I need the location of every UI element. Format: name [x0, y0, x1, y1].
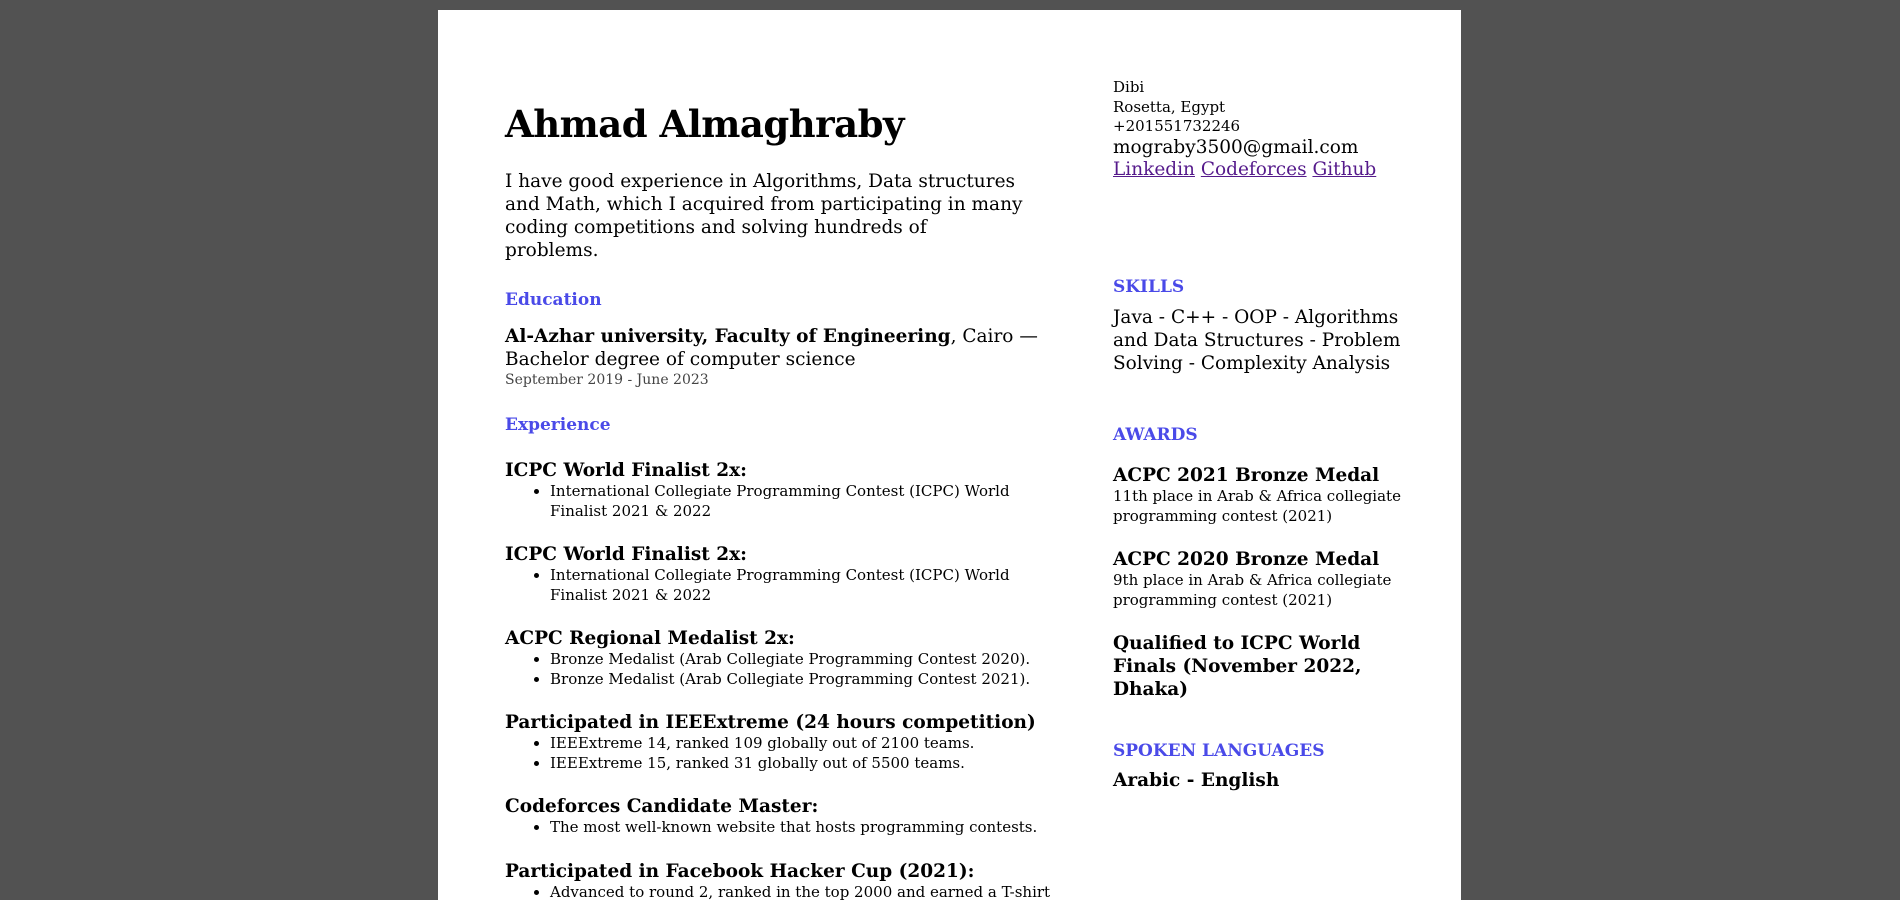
contact-phone: +201551732246	[1113, 117, 1241, 135]
award-desc: 11th place in Arab & Africa collegiate programming contest (2021)	[1113, 487, 1401, 525]
github-link[interactable]: Github	[1312, 158, 1377, 180]
experience-title: ICPC World Finalist 2x:	[505, 544, 747, 565]
education-heading: Education	[505, 290, 602, 310]
experience-bullets	[505, 566, 1065, 605]
experience-item	[505, 459, 1065, 521]
experience-bullet: • International Collegiate Programming Contest (ICPC) World Finalist 2021 & 2022	[550, 482, 1065, 521]
education-entry	[505, 325, 1065, 388]
experience-bullets	[505, 883, 1065, 900]
contact-block	[1113, 78, 1413, 181]
education-dates: September 2019 - June 2023	[505, 372, 709, 388]
contact-email: mograby3500@gmail.com	[1113, 136, 1359, 158]
experience-item	[505, 860, 1065, 900]
experience-title: ICPC World Finalist 2x:	[505, 460, 747, 481]
experience-bullet: • IEEExtreme 15, ranked 31 globally out of 5500 teams.	[550, 754, 1065, 774]
award-title: ACPC 2020 Bronze Medal	[1113, 549, 1380, 570]
experience-bullet: • International Collegiate Programming Contest (ICPC) World Finalist 2021 & 2022	[550, 566, 1065, 605]
award-item	[1113, 632, 1413, 701]
experience-bullets	[505, 482, 1065, 521]
experience-bullet: • Bronze Medalist (Arab Collegiate Programming Contest 2020).	[550, 650, 1065, 670]
award-title: ACPC 2021 Bronze Medal	[1113, 465, 1380, 486]
awards-heading: AWARDS	[1113, 425, 1198, 445]
languages-text: Arabic - English	[1113, 770, 1280, 791]
experience-item	[505, 627, 1065, 689]
education-details: , Cairo — Bachelor degree of computer science	[505, 326, 1038, 370]
experience-item	[505, 543, 1065, 605]
education-school: Al-Azhar university, Faculty of Engineering	[505, 326, 951, 347]
contact-links	[1113, 159, 1413, 181]
award-desc: 9th place in Arab & Africa collegiate programming contest (2021)	[1113, 571, 1392, 609]
resume-page	[438, 10, 1461, 900]
experience-bullet: • Advanced to round 2, ranked in the top 2000 and earned a T-shirt	[550, 883, 1065, 900]
experience-bullets	[505, 818, 1065, 838]
linkedin-link[interactable]: Linkedin	[1113, 158, 1195, 180]
award-item	[1113, 548, 1413, 610]
experience-title: ACPC Regional Medalist 2x:	[505, 628, 795, 649]
experience-bullet: • The most well-known website that hosts programming contests.	[550, 818, 1065, 838]
skills-heading: SKILLS	[1113, 277, 1185, 297]
experience-bullets	[505, 734, 1065, 773]
education-line	[505, 325, 1065, 371]
contact-street: Dibi	[1113, 78, 1145, 96]
experience-title: Participated in IEEExtreme (24 hours competition)	[505, 712, 1036, 733]
experience-heading: Experience	[505, 415, 611, 435]
experience-bullets	[505, 650, 1065, 689]
award-title: Qualified to ICPC World Finals (November 2022, Dhaka)	[1113, 633, 1362, 700]
codeforces-link[interactable]: Codeforces	[1200, 158, 1307, 180]
experience-bullet: • IEEExtreme 14, ranked 109 globally out of 2100 teams.	[550, 734, 1065, 754]
contact-city: Rosetta, Egypt	[1113, 97, 1226, 116]
experience-item	[505, 795, 1065, 838]
skills-text: Java - C++ - OOP - Algorithms and Data Structures - Problem Solving - Complexity Analysis	[1113, 307, 1401, 374]
resume-name: Ahmad Almaghraby	[505, 102, 904, 146]
experience-title: Participated in Facebook Hacker Cup (2021):	[505, 861, 975, 882]
experience-title: Codeforces Candidate Master:	[505, 796, 819, 817]
languages-heading: SPOKEN LANGUAGES	[1113, 741, 1325, 761]
experience-item	[505, 711, 1065, 773]
experience-bullet: • Bronze Medalist (Arab Collegiate Programming Contest 2021).	[550, 670, 1065, 690]
award-item	[1113, 464, 1413, 526]
resume-summary: I have good experience in Algorithms, Data structures and Math, which I acquired from participating in many coding competitions and solving hundreds of problems.	[505, 171, 1023, 261]
